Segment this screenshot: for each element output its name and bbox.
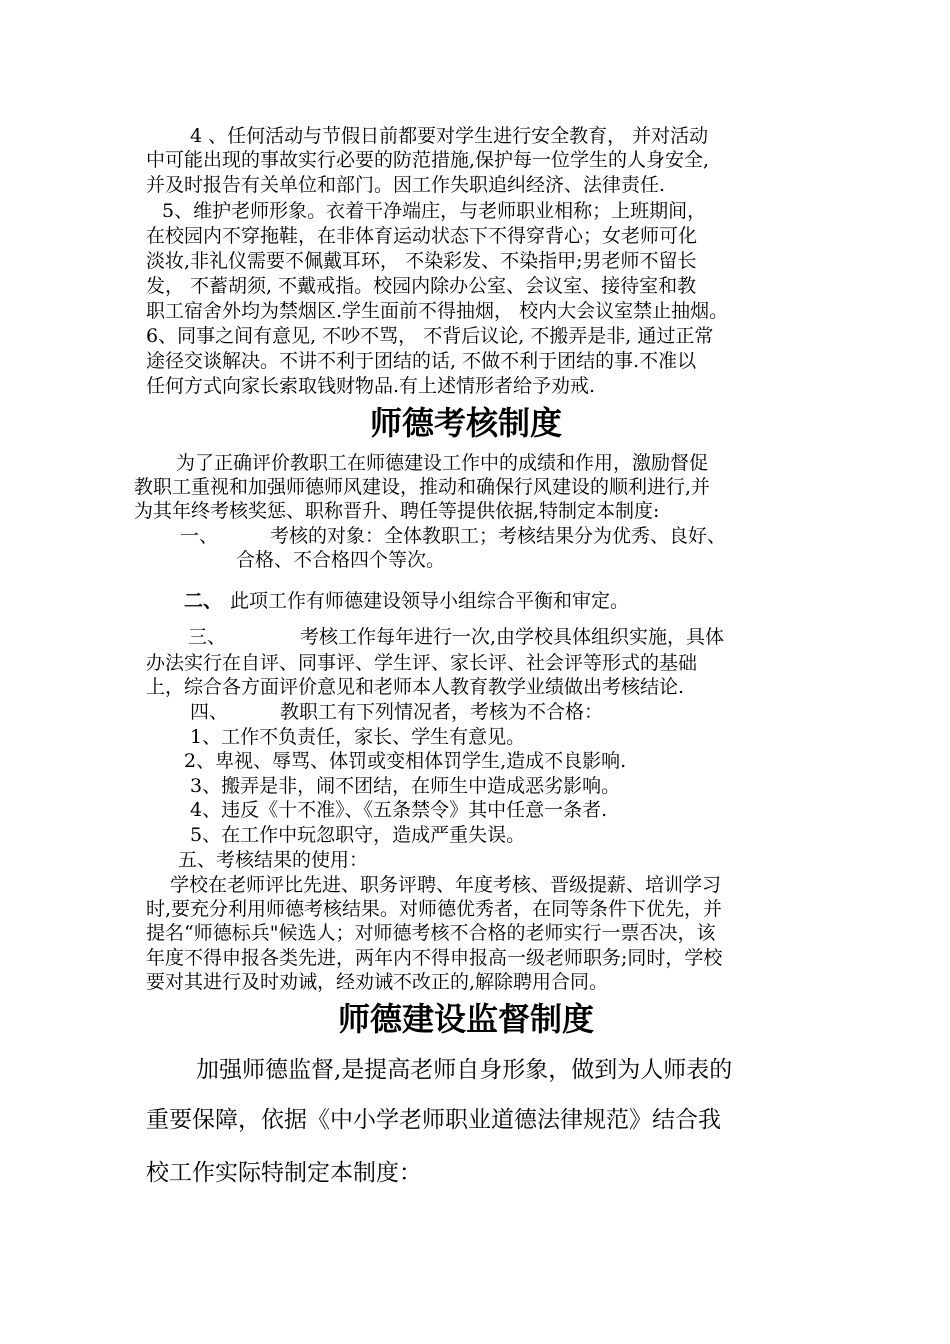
text-line: 校工作实际特制定本制度： <box>146 1160 422 1186</box>
text-line: 并及时报告有关单位和部门。因工作失职追纠经济、法律责任. <box>146 174 666 196</box>
text-line: 在校园内不穿拖鞋，在非体育运动状态下不得穿背心；女老师可化 <box>146 225 698 247</box>
text-line: 合格、不合格四个等次。 <box>236 549 446 571</box>
list-item: 4、违反《十不准》、《五条禁令》其中任意一条者. <box>190 799 608 821</box>
text-line: 五、考核结果的使用： <box>178 849 369 871</box>
item-number: 三、 <box>188 626 227 648</box>
list-item: 2、卑视、辱骂、体罚或变相体罚学生,造成不良影响. <box>184 750 627 772</box>
item-number: 四、 <box>190 701 229 723</box>
text-line: 教职工重视和加强师德师风建设，推动和确保行风建设的顺利进行,并 <box>134 476 711 498</box>
text-line: 教职工有下列情况者，考核为不合格： <box>280 701 604 723</box>
text-line: 途径交谈解决。不讲不利于团结的话, 不做不利于团结的事.不准以 <box>146 350 697 372</box>
section-title: 师德建设监督制度 <box>338 1000 595 1038</box>
text-line: 职工宿舍外均为禁烟区.学生面前不得抽烟， 校内大会议室禁止抽烟。 <box>146 300 729 322</box>
item-number: 一、 <box>180 525 219 547</box>
text-line: 考核的对象：全体教职工；考核结果分为优秀、良好、 <box>270 525 727 547</box>
text-line: 上，综合各方面评价意见和老师本人教育教学业绩做出考核结论. <box>146 676 685 698</box>
list-item: 3、搬弄是非，闹不团结，在师生中造成恶劣影响。 <box>190 775 621 797</box>
text-line: 考核工作每年进行一次,由学校具体组织实施，具体 <box>300 626 725 648</box>
text-line: 此项工作有师德建设领导小组综合平衡和审定。 <box>230 590 630 612</box>
text-line: 加强师德监督,是提高老师自身形象，做到为人师表的 <box>196 1057 733 1083</box>
item-number: 二、 <box>184 590 223 612</box>
text-line: 办法实行在自评、同事评、学生评、家长评、社会评等形式的基础 <box>146 652 698 674</box>
text-line: 淡妆,非礼仪需要不佩戴耳环， 不染彩发、不染指甲;男老师不留长 <box>146 250 697 272</box>
text-line: 年度不得申报各类先进，两年内不得申报高一级老师职务;同时，学校 <box>146 947 723 969</box>
text-line: 学校在老师评比先进、职务评聘、年度考核、晋级提薪、培训学习 <box>170 874 722 896</box>
text-line: 5、维护老师形象。衣着干净端庄，与老师职业相称；上班期间， <box>162 200 707 222</box>
text-line: 要对其进行及时劝诫，经劝诫不改正的,解除聘用合同。 <box>146 971 609 993</box>
text-line: 为其年终考核奖惩、职称晋升、聘任等提供依据,特制定本制度: <box>134 500 660 522</box>
list-item: 5、在工作中玩忽职守，造成严重失误。 <box>190 824 526 846</box>
text-line: 中可能出现的事故实行必要的防范措施,保护每一位学生的人身安全, <box>146 149 710 171</box>
section-title: 师德考核制度 <box>370 404 563 442</box>
text-line: 重要保障，依据《中小学老师职业道德法律规范》结合我 <box>146 1107 721 1133</box>
text-line: 为了正确评价教职工在师德建设工作中的成绩和作用，激励督促 <box>176 452 709 474</box>
text-line: 任何方式向家长索取钱财物品.有上述情形者给予劝戒. <box>146 375 596 397</box>
list-item: 1、工作不负责任，家长、学生有意见。 <box>190 726 526 748</box>
text-line: 6、同事之间有意见, 不吵不骂， 不背后议论, 不搬弄是非, 通过正常 <box>146 325 714 347</box>
text-line: 发， 不蓄胡须, 不戴戒指。校园内除办公室、会议室、接待室和教 <box>146 275 697 297</box>
text-line: 提名“师德标兵"候选人；对师德考核不合格的老师实行一票否决，该 <box>146 922 716 944</box>
text-line: 4 、任何活动与节假日前都要对学生进行安全教育， 并对活动 <box>190 125 709 147</box>
text-line: 时,要充分利用师德考核结果。对师德优秀者，在同等条件下优先，并 <box>146 898 723 920</box>
